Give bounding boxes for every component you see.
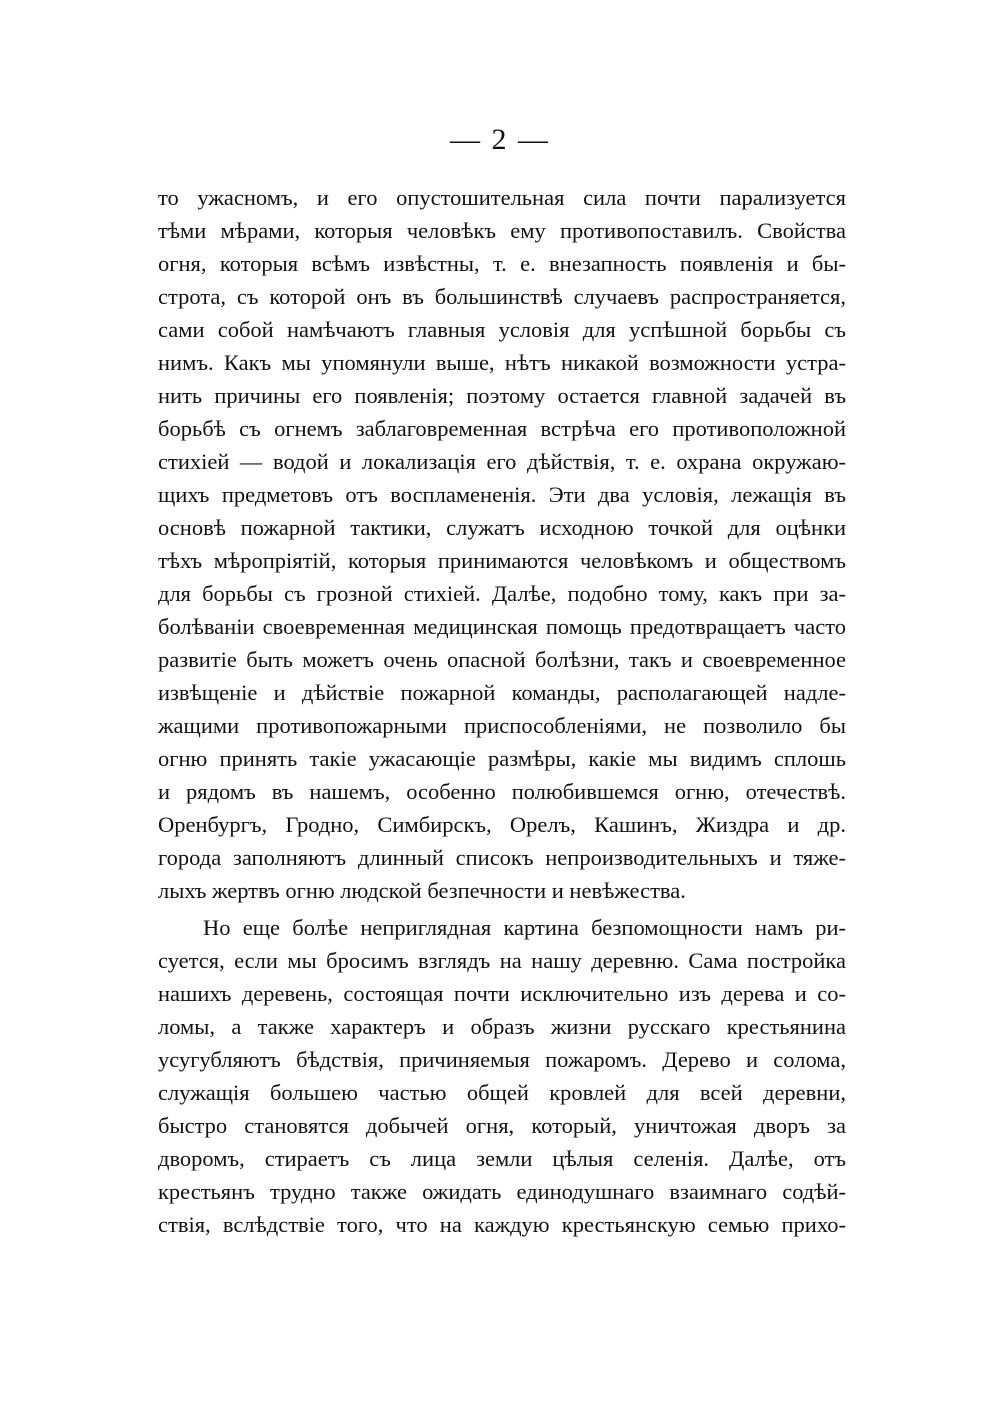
text-line: огню принять такіе ужасающіе размѣры, какіе мы видимъ сплошь xyxy=(158,746,846,771)
text-line: болѣваніи своевременная медицинская помощь предотвращаетъ часто xyxy=(158,614,846,639)
body-text xyxy=(158,181,846,1241)
text-line: суется, если мы бросимъ взглядъ на нашу деревню. Сама постройка xyxy=(158,948,846,973)
text-line: тѣми мѣрами, которыя человѣкъ ему противопоставилъ. Свойства xyxy=(158,218,846,243)
text-line: сами собой намѣчаютъ главныя условія для успѣшной борьбы съ xyxy=(158,317,846,342)
text-line: то ужасномъ, и его опустошительная сила почти парализуется xyxy=(158,185,846,210)
text-line: дворомъ, стираетъ съ лица земли цѣлыя селенія. Далѣе, отъ xyxy=(158,1146,846,1171)
text-line: быстро становятся добычей огня, который, уничтожая дворъ за xyxy=(158,1113,846,1138)
text-line: борьбѣ съ огнемъ заблаговременная встрѣча его противоположной xyxy=(158,416,846,441)
text-line: нашихъ деревень, состоящая почти исключительно изъ дерева и со- xyxy=(158,981,846,1006)
text-line: ствія, вслѣдствіе того, что на каждую крестьянскую семью прихо- xyxy=(158,1212,846,1237)
text-line: и рядомъ въ нашемъ, особенно полюбившемся огню, отечествѣ. xyxy=(158,779,846,804)
text-line: щихъ предметовъ отъ воспламененія. Эти два условія, лежащія въ xyxy=(158,482,846,507)
text-line: огня, которыя всѣмъ извѣстны, т. е. внезапность появленія и бы- xyxy=(158,251,846,276)
text-line: Но еще болѣе неприглядная картина безпомощности намъ ри- xyxy=(203,915,846,940)
text-line: города заполняютъ длинный списокъ непроизводительныхъ и тяже- xyxy=(158,845,846,870)
text-line: ломы, а также характеръ и образъ жизни русскаго крестьянина xyxy=(158,1014,846,1039)
text-line: стихіей — водой и локализація его дѣйствія, т. е. охрана окружаю- xyxy=(158,449,846,474)
paragraph-2 xyxy=(158,911,846,1241)
text-line: развитіе быть можетъ очень опасной болѣзни, такъ и своевременное xyxy=(158,647,846,672)
text-line: извѣщеніе и дѣйствіе пожарной команды, располагающей надле- xyxy=(158,680,846,705)
page-number: — 2 — xyxy=(450,123,550,156)
text-line: для борьбы съ грозной стихіей. Далѣе, подобно тому, какъ при за- xyxy=(158,581,846,606)
text-line: тѣхъ мѣропріятій, которыя принимаются человѣкомъ и обществомъ xyxy=(158,548,846,573)
text-line: лыхъ жертвъ огню людской безпечности и невѣжества. xyxy=(158,878,686,903)
text-line: служащія большею частью общей кровлей для всей деревни, xyxy=(158,1080,846,1105)
text-line: основѣ пожарной тактики, служатъ исходною точкой для оцѣнки xyxy=(158,515,846,540)
text-line: Оренбургъ, Гродно, Симбирскъ, Орелъ, Кашинъ, Жиздра и др. xyxy=(158,812,846,837)
text-line: усугубляютъ бѣдствія, причиняемыя пожаромъ. Дерево и солома, xyxy=(158,1047,846,1072)
paragraph-1 xyxy=(158,181,846,907)
text-line: строта, съ которой онъ въ большинствѣ случаевъ распространяется, xyxy=(158,284,846,309)
text-line: крестьянъ трудно также ожидать единодушнаго взаимнаго содѣй- xyxy=(158,1179,846,1204)
text-line: нить причины его появленія; поэтому остается главной задачей въ xyxy=(158,383,846,408)
text-line: нимъ. Какъ мы упомянули выше, нѣтъ никакой возможности устра- xyxy=(158,350,846,375)
text-line: жащими противопожарными приспособленіями, не позволило бы xyxy=(158,713,846,738)
